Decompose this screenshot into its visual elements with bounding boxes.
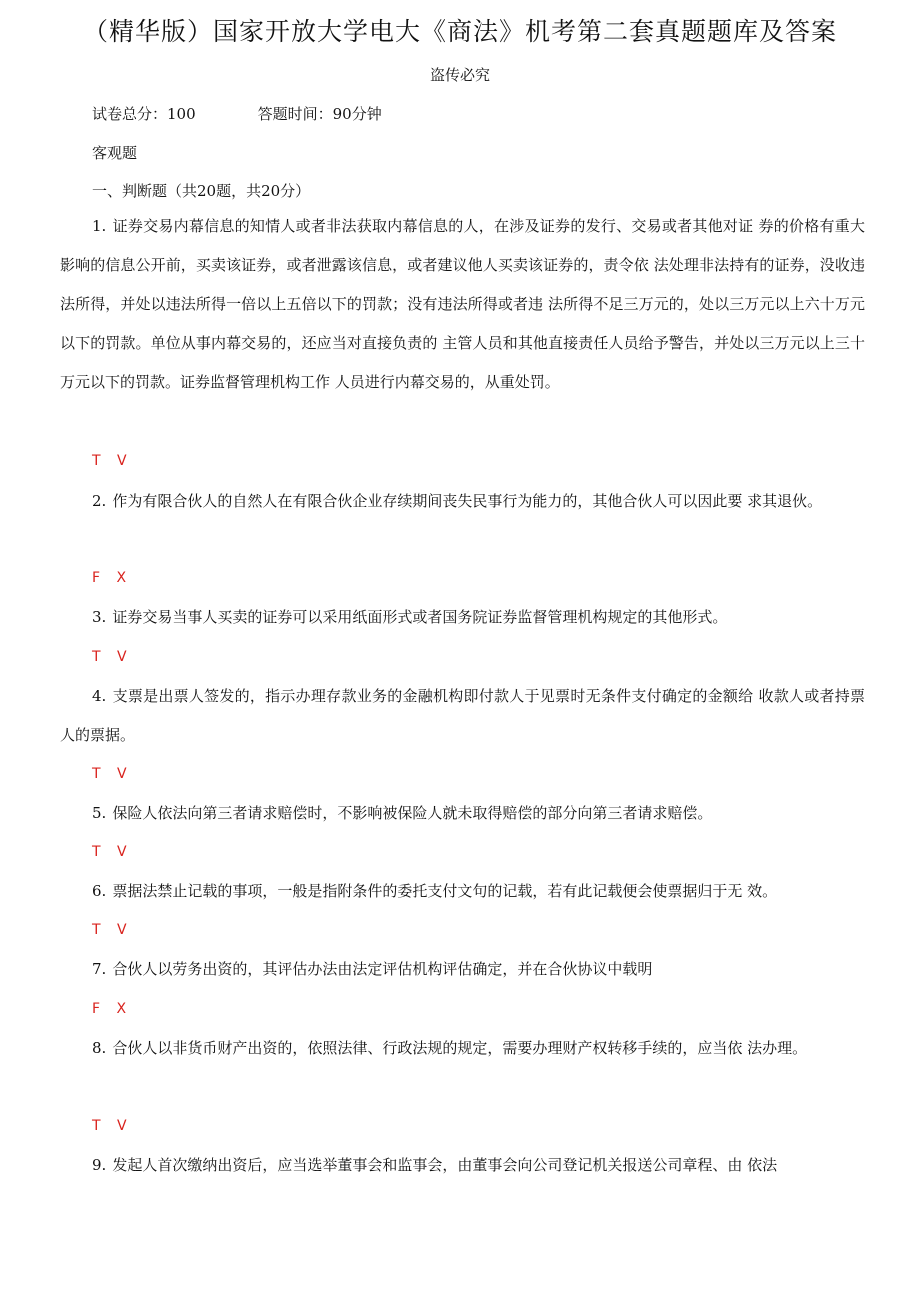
document-subtitle: 盗传必究: [429, 66, 490, 84]
question-text: 证券交易内幕信息的知情人或者非法获取内幕信息的人，在涉及证券的发行、交易或者其他对证 券的价格有重大影响的信息公开前，买卖该证券，或者泄露该信息，或者建议他人买卖该证券的，责令依 法处理非法持有的证券，没收违法所得，并处以违法所得一倍以上五倍以下的罚款；没有违法所得或者违 法所得不足三万元的，处以三万元以上六十万元以下的罚款。单位从事内幕交易的，还应当对直接负责的 主管人员和其他直接责任人员给予警告，并处以三万元以上三十万元以下的罚款。证券监督管理机构工作 人员进行内幕交易的，从重处罚。: [60, 217, 865, 391]
question-item: [60, 207, 865, 402]
question-item: [60, 794, 865, 833]
question-number: 6.: [92, 882, 107, 900]
question-text: 合伙人以非货币财产出资的，依照法律、行政法规的规定，需要办理财产权转移手续的，应当依 法办理。: [112, 1039, 808, 1057]
question-text: 证券交易当事人买卖的证券可以采用纸面形式或者国务院证券监督管理机构规定的其他形式。: [112, 608, 728, 626]
answer-mark: T V: [92, 766, 133, 782]
question-text: 合伙人以劳务出资的，其评估办法由法定评估机构评估确定，并在合伙协议中载明: [112, 960, 653, 978]
question-item: [60, 482, 865, 521]
total-score: 试卷总分：100: [92, 105, 196, 123]
question-text: 作为有限合伙人的自然人在有限合伙企业存续期间丧失民事行为能力的，其他合伙人可以因此要 求其退伙。: [112, 492, 823, 510]
exam-duration: 答题时间：90分钟: [257, 105, 382, 123]
exam-meta: [92, 103, 382, 124]
answer-mark: T V: [92, 453, 133, 469]
question-text: 支票是出票人签发的，指示办理存款业务的金融机构即付款人于见票时无条件支付确定的金额给 收款人或者持票人的票据。: [60, 687, 865, 744]
question-number: 4.: [92, 687, 107, 705]
question-item: [60, 1146, 865, 1185]
question-number: 2.: [92, 492, 107, 510]
section-heading: 一、判断题（共20题，共20分）: [92, 182, 311, 200]
section-type: 客观题: [92, 144, 138, 162]
answer-mark: T V: [92, 844, 133, 860]
answer-mark: F X: [92, 1001, 133, 1017]
document-title: （精华版）国家开放大学电大《商法》机考第二套真题题库及答案: [82, 17, 837, 46]
answer-mark: F X: [92, 570, 133, 586]
answer-mark: T V: [92, 922, 133, 938]
question-text: 发起人首次缴纳出资后，应当选举董事会和监事会，由董事会向公司登记机关报送公司章程、由 依法: [112, 1156, 778, 1174]
question-number: 5.: [92, 804, 107, 822]
question-text: 票据法禁止记载的事项，一般是指附条件的委托支付文句的记载，若有此记载便会使票据归于无 效。: [112, 882, 778, 900]
question-number: 8.: [92, 1039, 107, 1057]
question-item: [60, 677, 865, 755]
question-item: [60, 872, 865, 911]
question-item: [60, 598, 865, 637]
question-text: 保险人依法向第三者请求赔偿时，不影响被保险人就未取得赔偿的部分向第三者请求赔偿。: [112, 804, 713, 822]
question-item: [60, 950, 865, 989]
question-number: 7.: [92, 960, 107, 978]
question-number: 9.: [92, 1156, 107, 1174]
question-number: 3.: [92, 608, 107, 626]
answer-mark: T V: [92, 1118, 133, 1134]
question-item: [60, 1029, 865, 1068]
answer-mark: T V: [92, 649, 133, 665]
question-number: 1.: [92, 217, 107, 235]
